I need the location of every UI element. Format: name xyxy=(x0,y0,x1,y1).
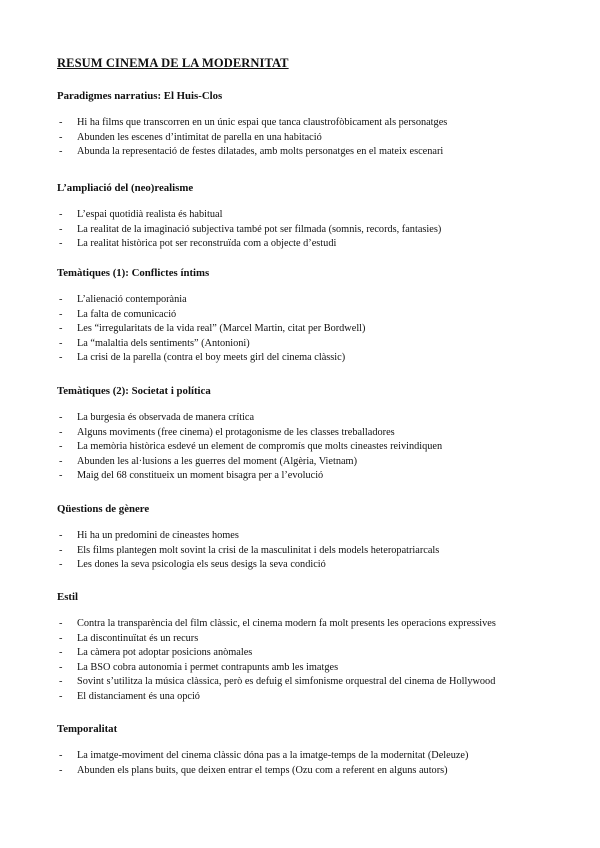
list-item-text: La discontinuïtat és un recurs xyxy=(77,632,199,644)
section xyxy=(57,384,587,484)
bullet-dash: - xyxy=(59,441,63,453)
section-heading: Temàtiques (1): Conflictes íntims xyxy=(57,267,210,279)
bullet-dash: - xyxy=(59,632,63,644)
bullet-dash: - xyxy=(59,676,63,688)
section xyxy=(57,590,587,705)
bullet-list xyxy=(57,208,587,252)
section-heading: L’ampliació del (neo)realisme xyxy=(57,182,194,194)
bullet-dash: - xyxy=(59,223,63,235)
section-heading: Qüestions de gènere xyxy=(57,503,150,515)
list-item xyxy=(57,529,587,544)
list-item xyxy=(57,426,587,441)
list-item xyxy=(57,764,587,779)
list-item-text: Abunda la representació de festes dilatades, amb molts personatges en el mateix escenari xyxy=(77,146,444,158)
list-item xyxy=(57,293,587,308)
list-item xyxy=(57,322,587,337)
bullet-dash: - xyxy=(59,337,63,349)
section-heading: Temàtiques (2): Societat i política xyxy=(57,385,211,397)
list-item-text: Les “irregularitats de la vida real” (Marcel Martin, citat per Bordwell) xyxy=(77,323,366,335)
list-item-text: Sovint s’utilitza la música clàssica, però es defuig el simfonisme orquestral del cinema de Hollywood xyxy=(77,676,496,688)
bullet-dash: - xyxy=(59,530,63,541)
list-item-text: Hi ha un predomini de cineastes homes xyxy=(77,530,239,541)
list-item-text: Abunden les escenes d’intimitat de parella en una habitació xyxy=(77,131,322,143)
bullet-dash: - xyxy=(59,764,63,776)
list-item xyxy=(57,617,587,632)
list-item-text: La BSO cobra autonomia i permet contrapunts amb les imatges xyxy=(77,661,339,673)
list-item-text: Els films plantegen molt sovint la crisi de la masculinitat i dels models heteropatriarcals xyxy=(77,544,440,556)
section xyxy=(57,722,587,778)
bullet-dash: - xyxy=(59,690,63,702)
list-item-text: Hi ha films que transcorren en un únic espai que tanca claustrofòbicament als personatges xyxy=(77,117,448,128)
bullet-list xyxy=(57,116,587,160)
list-item xyxy=(57,455,587,470)
list-item xyxy=(57,749,587,764)
bullet-dash: - xyxy=(59,544,63,556)
bullet-dash: - xyxy=(59,412,63,423)
list-item xyxy=(57,223,587,238)
list-item-text: La realitat de la imaginació subjectiva també pot ser filmada (somnis, records, fantasies) xyxy=(77,223,442,235)
list-item xyxy=(57,632,587,647)
bullet-dash: - xyxy=(59,308,63,320)
list-item-text: La realitat històrica pot ser reconstruïda com a objecte d’estudi xyxy=(77,238,337,250)
bullet-list xyxy=(57,529,587,573)
bullet-dash: - xyxy=(59,238,63,250)
list-item-text: La càmera pot adoptar posicions anòmales xyxy=(77,647,253,659)
bullet-dash: - xyxy=(59,618,63,629)
list-item xyxy=(57,646,587,661)
bullet-dash: - xyxy=(59,209,63,220)
list-item-text: Abunden les al·lusions a les guerres del moment (Algèria, Vietnam) xyxy=(77,455,357,467)
bullet-dash: - xyxy=(59,559,63,571)
list-item xyxy=(57,690,587,705)
list-item-text: La imatge-moviment del cinema clàssic dóna pas a la imatge-temps de la modernitat (Deleuze) xyxy=(77,750,469,761)
bullet-list xyxy=(57,411,587,484)
list-item-text: Alguns moviments (free cinema) el protagonisme de les classes treballadores xyxy=(77,426,395,438)
bullet-dash: - xyxy=(59,750,63,761)
list-item xyxy=(57,131,587,146)
list-item-text: La falta de comunicació xyxy=(77,308,177,320)
list-item-text: La memòria històrica esdevé un element de compromís que molts cineastes reivindiquen xyxy=(77,441,443,453)
list-item xyxy=(57,675,587,690)
section-heading: Paradigmes narratius: El Huis-Clos xyxy=(57,90,223,102)
list-item xyxy=(57,337,587,352)
list-item xyxy=(57,440,587,455)
bullet-dash: - xyxy=(59,426,63,438)
list-item xyxy=(57,208,587,223)
list-item-text: Les dones la seva psicologia els seus desigs la seva condició xyxy=(77,559,326,571)
list-item xyxy=(57,411,587,426)
list-item-text: Maig del 68 constitueix un moment bisagra per a l’evolució xyxy=(77,470,324,482)
list-item xyxy=(57,308,587,323)
section-heading: Estil xyxy=(57,591,78,603)
list-item xyxy=(57,116,587,131)
list-item-text: L’alienació contemporània xyxy=(77,294,187,305)
list-item-text: El distanciament és una opció xyxy=(77,690,200,702)
bullet-dash: - xyxy=(59,455,63,467)
list-item xyxy=(57,544,587,559)
list-item-text: L’espai quotidià realista és habitual xyxy=(77,209,223,220)
list-item-text: Abunden els plans buits, que deixen entrar el temps (Ozu com a referent en alguns autors) xyxy=(77,764,448,776)
bullet-dash: - xyxy=(59,647,63,659)
list-item xyxy=(57,145,587,160)
bullet-dash: - xyxy=(59,323,63,335)
list-item xyxy=(57,351,587,366)
bullet-list xyxy=(57,617,587,705)
bullet-list xyxy=(57,749,587,778)
list-item-text: La “malaltia dels sentiments” (Antonioni) xyxy=(77,337,250,349)
bullet-dash: - xyxy=(59,117,63,128)
section xyxy=(57,89,587,160)
document-title: RESUM CINEMA DE LA MODERNITAT xyxy=(57,56,289,70)
list-item xyxy=(57,469,587,484)
bullet-dash: - xyxy=(59,294,63,305)
bullet-dash: - xyxy=(59,131,63,143)
list-item xyxy=(57,661,587,676)
bullet-dash: - xyxy=(59,146,63,158)
bullet-list xyxy=(57,293,587,366)
section xyxy=(57,181,587,252)
bullet-dash: - xyxy=(59,470,63,482)
section xyxy=(57,266,587,366)
list-item xyxy=(57,237,587,252)
section xyxy=(57,502,587,573)
list-item-text: La burgesia és observada de manera crítica xyxy=(77,412,255,423)
bullet-dash: - xyxy=(59,661,63,673)
section-heading: Temporalitat xyxy=(57,723,118,735)
list-item-text: La crisi de la parella (contra el boy meets girl del cinema clàssic) xyxy=(77,352,346,364)
list-item xyxy=(57,558,587,573)
bullet-dash: - xyxy=(59,352,63,364)
list-item-text: Contra la transparència del film clàssic, el cinema modern fa molt presents les operacions expressives xyxy=(77,618,496,629)
